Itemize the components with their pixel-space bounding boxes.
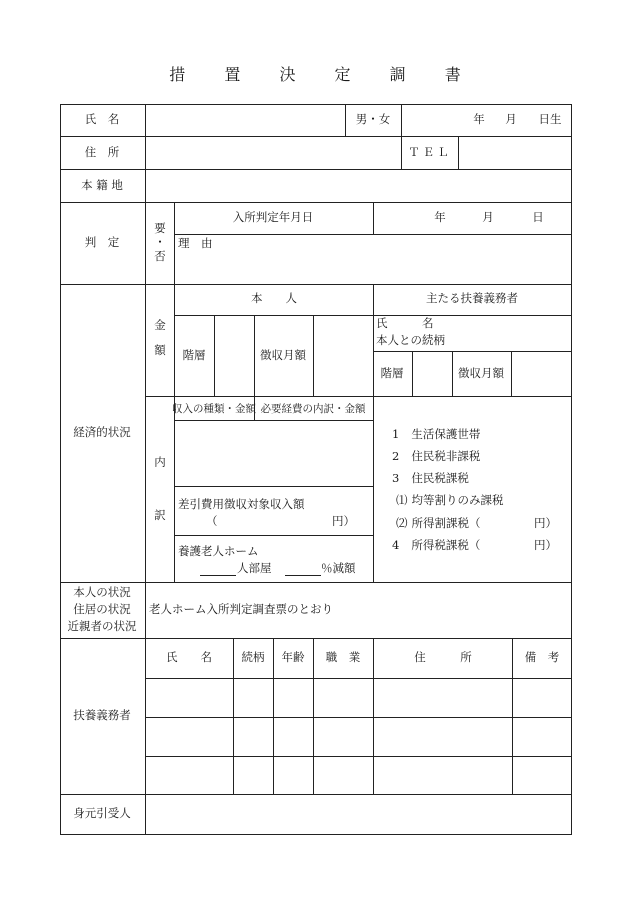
supporters-label: 扶養義務者 — [73, 708, 131, 723]
birth-month-label: 月 — [505, 112, 517, 127]
tel-label: ＴＥＬ — [408, 145, 452, 160]
entry-date-label: 入所判定年月日 — [232, 210, 314, 225]
col-header-address: 住 所 — [414, 650, 472, 665]
supporter-label: 主たる扶養義務者 — [426, 291, 518, 306]
col-header-job: 職 業 — [325, 650, 361, 665]
income-field[interactable] — [175, 421, 373, 486]
tel-field[interactable] — [459, 137, 571, 169]
sup-tier-field[interactable] — [413, 352, 452, 396]
sup-name-label: 氏 名 — [376, 316, 434, 330]
deduct-paren-open: （ — [206, 514, 218, 528]
deduct-yen: 円） — [332, 514, 355, 528]
sup-relation-label: 本人との続柄 — [376, 333, 445, 347]
category-item[interactable]: 4 所得税課税（ — [392, 538, 481, 552]
col-header-name: 氏 名 — [166, 650, 212, 665]
category-item[interactable]: ⑴ 均等割りのみ課税 — [396, 493, 504, 507]
address-field[interactable] — [146, 137, 401, 169]
situation-label-self: 本人の状況 — [73, 585, 131, 600]
table-row[interactable] — [146, 679, 571, 717]
expense-label: 必要経費の内訳・金額 — [260, 402, 366, 415]
category-item[interactable]: 2 住民税非課税 — [392, 449, 481, 463]
document-title: 措 置 決 定 調 書 — [169, 65, 478, 84]
table-row[interactable] — [146, 718, 571, 756]
reduction-suffix: ％減額 — [321, 561, 356, 575]
situation-label-relatives: 近親者の状況 — [67, 619, 137, 634]
guarantor-field[interactable] — [146, 795, 571, 834]
category-yen: 円） — [534, 538, 557, 552]
col-header-relation: 続柄 — [241, 650, 265, 665]
sup-tier-label: 階層 — [380, 366, 404, 381]
reduction-blank[interactable] — [285, 575, 321, 576]
amount-label-2: 額 — [154, 343, 166, 358]
table-row[interactable] — [146, 757, 571, 794]
category-item[interactable]: ⑵ 所得割課税（ — [396, 516, 481, 530]
breakdown-label-2: 訳 — [154, 508, 166, 523]
guarantor-label: 身元引受人 — [73, 806, 131, 821]
economic-label: 経済的状況 — [73, 425, 131, 440]
birth-year-label: 年 — [473, 112, 485, 127]
sup-collection-field[interactable] — [512, 352, 571, 396]
sex-option[interactable]: 男・女 — [355, 112, 391, 127]
col-header-remarks: 備 考 — [524, 650, 560, 665]
judgment-day-label: 日 — [532, 210, 544, 225]
name-field[interactable] — [146, 105, 345, 136]
self-label: 本 人 — [251, 291, 297, 306]
category-item[interactable]: 3 住民税課税 — [392, 471, 469, 485]
room-suffix: 人部屋 — [237, 561, 272, 575]
col-header-age: 年齢 — [281, 650, 305, 665]
amount-label-1: 金 — [154, 318, 166, 333]
collection-label: 徴収月額 — [260, 348, 306, 363]
category-item[interactable]: 1 生活保護世帯 — [392, 427, 481, 441]
judgment-label: 判 定 — [84, 235, 120, 250]
tier-field[interactable] — [215, 316, 254, 396]
reason-label: 理 由 — [178, 236, 213, 250]
situation-label-residence: 住居の状況 — [73, 602, 131, 617]
address-label: 住 所 — [84, 145, 120, 160]
category-yen: 円） — [534, 516, 557, 530]
honseki-field[interactable] — [146, 170, 571, 202]
judgment-month-label: 月 — [482, 210, 494, 225]
judgment-year-label: 年 — [434, 210, 446, 225]
hi-mark: 否 — [154, 249, 166, 264]
birth-day-label: 日生 — [538, 112, 562, 127]
sup-collection-label: 徴収月額 — [458, 366, 504, 381]
income-type-label: 収入の種類・金額 — [172, 402, 256, 415]
name-label: 氏 名 — [84, 112, 120, 127]
tier-label: 階層 — [182, 348, 206, 363]
room-blank[interactable] — [200, 575, 236, 576]
decision-form — [60, 104, 572, 835]
collection-field[interactable] — [314, 316, 373, 396]
honseki-label: 本 籍 地 — [81, 178, 123, 193]
yohi-dot: ・ — [154, 235, 166, 250]
breakdown-label-1: 内 — [154, 455, 166, 470]
deduct-label: 差引費用徴収対象収入額 — [178, 497, 305, 511]
yo-mark: 要 — [154, 221, 166, 236]
situation-value: 老人ホーム入所判定調査票のとおり — [149, 602, 333, 616]
reason-field[interactable] — [175, 252, 571, 284]
home-label: 養護老人ホーム — [178, 544, 259, 558]
